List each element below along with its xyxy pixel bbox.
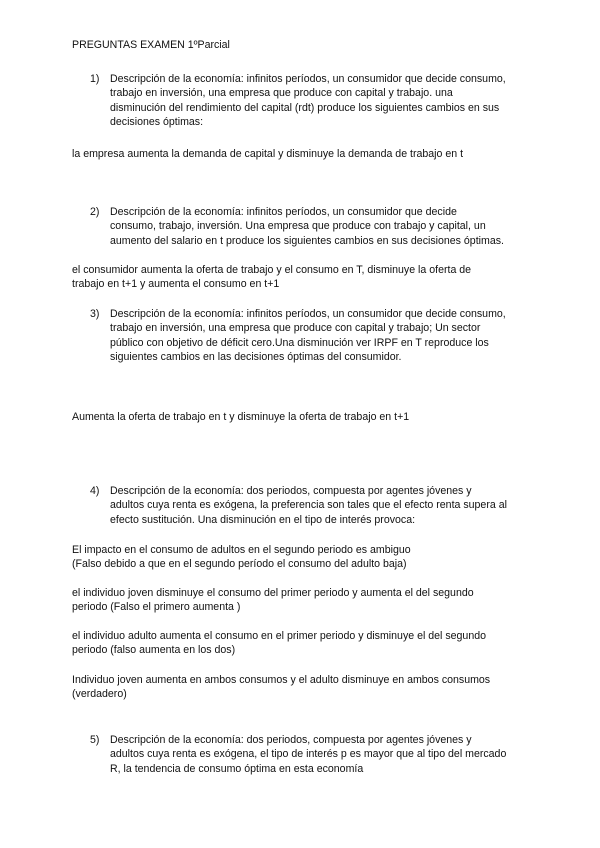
answer-line: la empresa aumenta la demanda de capital y disminuye la demanda de trabajo en t (72, 148, 464, 160)
answer-4-option-c (72, 629, 542, 658)
question-number: 3) (90, 308, 100, 320)
question-line: adultos cuya renta es exógena, la preferencia son tales que el efecto renta supera al (110, 499, 507, 512)
question-number: 2) (90, 206, 100, 218)
question-line: consumo, trabajo, inversión. Una empresa que produce con trabajo y capital, un (110, 220, 486, 233)
question-line: efecto sustitución. Una disminución en el tipo de interés provoca: (110, 513, 416, 526)
question-line: Descripción de la economía: infinitos períodos, un consumidor que decide (110, 206, 457, 218)
question-line: trabajo en inversión, una empresa que produce con capital y trabajo. una (110, 87, 453, 100)
question-line: Descripción de la economía: infinitos períodos, un consumidor que decide consumo, (110, 73, 506, 85)
answer-3 (72, 410, 542, 424)
question-line: aumento del salario en t produce los siguientes cambios en sus decisiones óptimas. (110, 234, 504, 247)
answer-line: periodo (falso aumenta en los dos) (72, 644, 236, 657)
answer-line: Individuo joven aumenta en ambos consumos y el adulto disminuye en ambos consumos (72, 674, 491, 686)
document-title: PREGUNTAS EXAMEN 1ºParcial (72, 39, 230, 51)
question-text (110, 484, 530, 527)
question-line: Descripción de la economía: dos periodos, compuesta por agentes jóvenes y (110, 734, 472, 746)
answer-line: (verdadero) (72, 688, 127, 701)
answer-line: (Falso debido a que en el segundo período el consumo del adulto baja) (72, 558, 407, 571)
answer-line: Aumenta la oferta de trabajo en t y disminuye la oferta de trabajo en t+1 (72, 411, 410, 423)
question-line: Descripción de la economía: infinitos períodos, un consumidor que decide consumo, (110, 308, 506, 320)
question-line: R, la tendencia de consumo óptima en esta economía (110, 762, 364, 775)
answer-line: periodo (Falso el primero aumenta ) (72, 601, 241, 614)
question-line: trabajo en inversión, una empresa que produce con capital y trabajo; Un sector (110, 322, 481, 335)
question-text (110, 307, 530, 365)
question-4 (90, 484, 550, 529)
answer-1 (72, 147, 542, 161)
answer-2 (72, 263, 542, 292)
question-number: 4) (90, 485, 100, 497)
answer-4-option-b (72, 586, 542, 615)
question-text (110, 72, 530, 130)
question-line: disminución del rendimiento del capital (rdt) produce los siguientes cambios en sus (110, 101, 500, 114)
question-1 (90, 72, 550, 132)
question-line: Descripción de la economía: dos periodos, compuesta por agentes jóvenes y (110, 485, 472, 497)
answer-4-option-d (72, 673, 542, 702)
question-number: 5) (90, 734, 100, 746)
question-line: decisiones óptimas: (110, 116, 204, 129)
answer-line: El impacto en el consumo de adultos en el segundo periodo es ambiguo (72, 544, 411, 556)
question-2 (90, 205, 550, 250)
answer-line: el individuo joven disminuye el consumo del primer periodo y aumenta el del segundo (72, 587, 474, 599)
question-line: público con objetivo de déficit cero.Una disminución ver IRPF en T reproduce los (110, 336, 489, 349)
question-3 (90, 307, 550, 367)
answer-line: el consumidor aumenta la oferta de trabajo y el consumo en T, disminuye la oferta de (72, 264, 472, 276)
question-text (110, 205, 530, 248)
answer-line: el individuo adulto aumenta el consumo en el primer periodo y disminuye el del segundo (72, 630, 486, 642)
question-text (110, 733, 530, 776)
question-line: siguientes cambios en las decisiones óptimas del consumidor. (110, 351, 402, 364)
answer-line: trabajo en t+1 y aumenta el consumo en t+1 (72, 278, 280, 291)
answer-4-option-a (72, 543, 542, 572)
question-number: 1) (90, 73, 100, 85)
question-line: adultos cuya renta es exógena, el tipo de interés p es mayor que al tipo del mercado (110, 748, 507, 761)
question-5 (90, 733, 550, 778)
